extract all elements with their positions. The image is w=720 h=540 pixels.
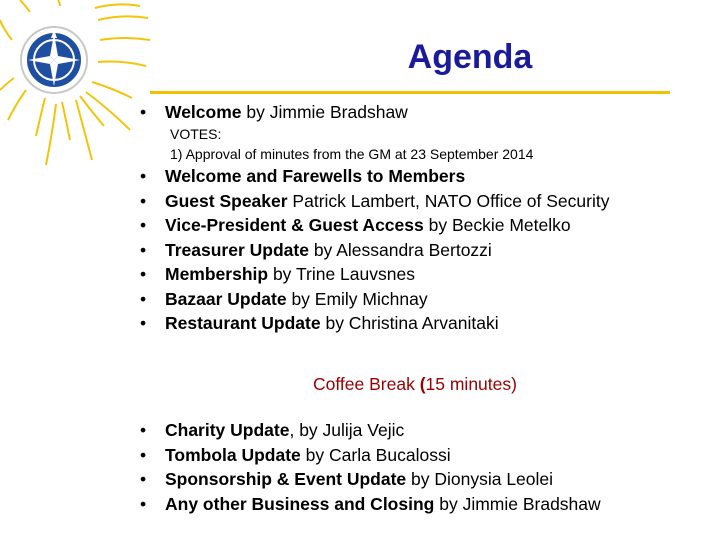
page-title: Agenda [407,38,533,76]
bullet: • [140,444,147,465]
item-title: Vice-President & Guest Access [165,215,424,235]
list-item [140,467,601,492]
bullet: • [140,469,147,489]
list-item [140,418,601,443]
votes-heading: VOTES: [170,126,222,142]
list-item [140,492,601,517]
item-title: Treasurer Update [165,239,309,260]
item-title: Bazaar Update [165,288,287,309]
bullet: • [140,288,147,309]
agenda-list-intro [140,100,408,125]
coffee-break-label: Coffee Break [313,374,420,394]
item-detail: by Jimmie Bradshaw [434,493,601,514]
item-title: Welcome and Farewells to Members [165,166,466,186]
agenda-list-main [140,164,609,336]
item-detail: by Christina Arvanitaki [320,313,499,333]
list-item [140,443,601,468]
agenda-list-closing [140,418,601,516]
list-item [140,100,408,125]
bullet: • [140,264,147,284]
item-title: Tombola Update [165,444,301,465]
item-title: Restaurant Update [165,313,321,333]
item-detail: by Beckie Metelko [423,215,571,235]
item-detail: by Carla Bucalossi [300,444,451,465]
item-detail: , by Julija Vejic [289,420,405,440]
votes-block [170,124,533,164]
bullet: • [140,313,147,333]
item-title: Membership [165,264,269,284]
item-detail: by Trine Lauvsnes [268,264,415,284]
item-title: Charity Update [165,420,290,440]
list-item [140,213,609,238]
bullet: • [140,493,147,514]
item-title: Welcome [165,102,242,122]
bullet: • [140,239,147,260]
item-title: Sponsorship & Event Update [165,469,407,489]
list-item [140,238,609,263]
bullet: • [140,215,147,235]
list-item [140,164,609,189]
bullet: • [140,102,147,122]
item-title: Any other Business and Closing [165,493,435,514]
coffee-break-duration: 15 minutes) [425,374,517,394]
votes-item: 1) Approval of minutes from the GM at 23 September 2014 [170,146,534,162]
nato-compass-emblem-icon [0,0,160,190]
item-detail: by Dionysia Leolei [406,469,554,489]
item-title: Guest Speaker [165,190,288,211]
bullet: • [140,166,147,186]
list-item [140,189,609,214]
item-detail: by Alessandra Bertozzi [308,239,492,260]
list-item [140,287,609,312]
list-item [140,311,609,336]
coffee-break-notice [0,374,720,395]
item-detail: by Emily Michnay [286,288,428,309]
title-underline [150,91,670,94]
list-item [140,262,609,287]
bullet: • [140,420,147,440]
bullet: • [140,190,147,211]
item-detail: Patrick Lambert, NATO Office of Security [287,190,610,211]
coffee-break-paren: ( [419,374,426,394]
item-detail: by Jimmie Bradshaw [241,102,408,122]
